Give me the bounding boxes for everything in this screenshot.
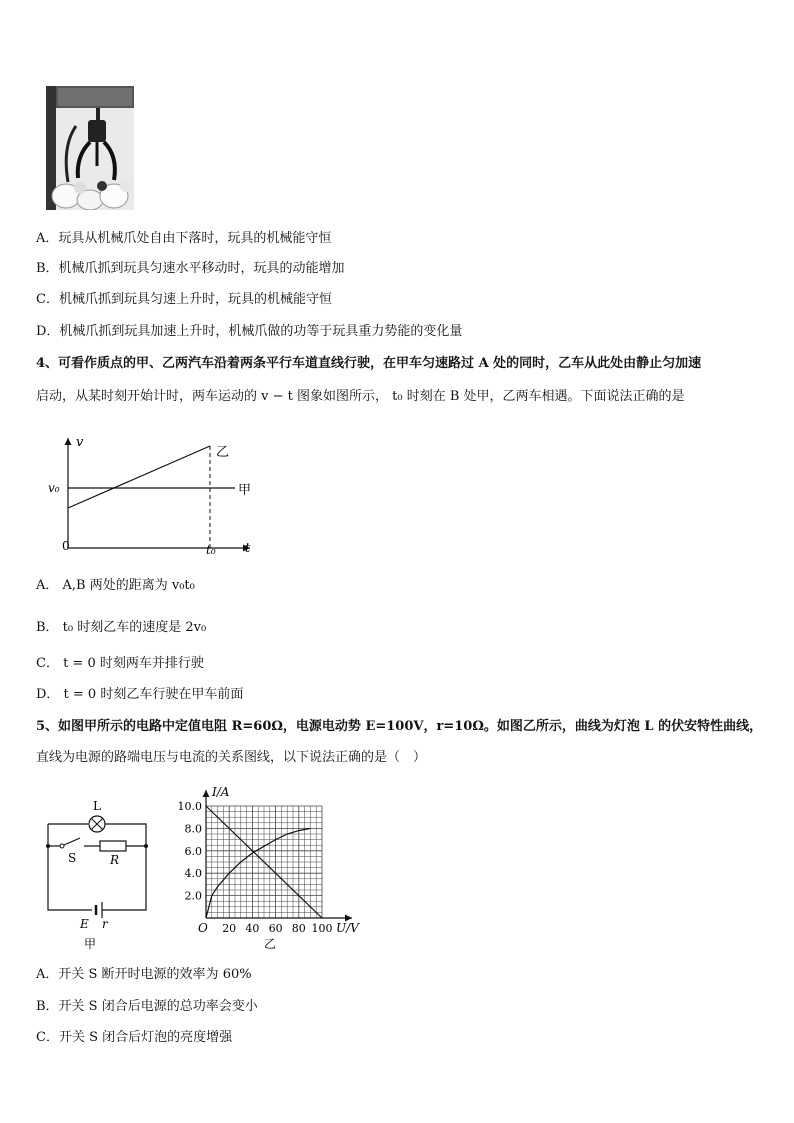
q5-option-c: C．开关 S 闭合后灯泡的亮度增强: [36, 1030, 233, 1045]
claw-machine-photo: [46, 86, 134, 210]
vt-jia-label: 甲: [238, 483, 252, 498]
iu-x-tick: 100: [311, 922, 333, 935]
vt-origin-label: 0: [62, 539, 70, 553]
vt-t-label: t: [245, 541, 251, 556]
q5-stem-line1: 5、如图甲所示的电路中定值电阻 R=60Ω，电源电动势 E=100V，r=10Ω。如图乙所示，曲线为灯泡 L 的伏安特性曲线，: [36, 719, 763, 734]
vt-yi-label: 乙: [216, 445, 230, 460]
q3-option-a: A．玩具从机械爪处自由下落时，玩具的机械能守恒: [36, 231, 332, 246]
emf-label: E: [80, 917, 89, 931]
iu-y-tick: 4.0: [184, 867, 202, 881]
iu-x-tick: 60: [268, 922, 283, 935]
switch-label: S: [68, 851, 77, 865]
vt-t0-label: t₀: [206, 543, 216, 557]
q5-stem-line2: 直线为电源的路端电压与电流的关系图线，以下说法正确的是（ ）: [36, 750, 427, 765]
q4-option-a: A． A,B 两处的距离为 v₀t₀: [36, 578, 195, 593]
q3-option-c: C．机械爪抓到玩具匀速上升时，玩具的机械能守恒: [36, 292, 332, 307]
iu-y-axis-label: I/A: [212, 785, 230, 799]
q4-option-c: C． t = 0 时刻两车并排行驶: [36, 656, 204, 671]
vt-graph: [40, 432, 260, 562]
iu-y-tick: 10.0: [177, 800, 202, 813]
iu-y-tick: 2.0: [184, 889, 202, 903]
iu-x-tick: 40: [245, 922, 260, 935]
q5-option-a: A．开关 S 断开时电源的效率为 60%: [36, 967, 252, 982]
vt-v-label: v: [76, 435, 84, 450]
resistor-symbol: [100, 841, 126, 851]
claw-machine-illustration: [46, 86, 134, 210]
q4-option-b: B． t₀ 时刻乙车的速度是 2v₀: [36, 620, 207, 635]
circuit-caption: 甲: [84, 937, 97, 951]
iu-y-tick: 8.0: [184, 822, 202, 836]
iu-x-axis-label: U/V: [336, 921, 359, 935]
iu-y-tick: 6.0: [184, 844, 202, 858]
iu-caption: 乙: [264, 937, 277, 951]
vt-line-yi: [68, 446, 210, 508]
iu-x-tick: 80: [291, 922, 306, 935]
q4-stem-line2: 启动，从某时刻开始计时，两车运动的 v − t 图象如图所示， t₀ 时刻在 B 处甲，乙两车相遇。下面说法正确的是: [36, 389, 685, 404]
resistor-label: R: [110, 853, 120, 867]
q3-option-b: B．机械爪抓到玩具匀速水平移动时，玩具的动能增加: [36, 261, 345, 276]
switch-symbol: [64, 838, 80, 845]
vt-v0-label: v₀: [48, 481, 60, 495]
q4-stem-line1: 4、可看作质点的甲、乙两汽车沿着两条平行车道直线行驶，在甲车匀速路过 A 处的同时，乙车从此处由静止匀加速: [36, 356, 702, 371]
lamp-label: L: [93, 799, 101, 813]
circuit-diagram: [40, 796, 160, 956]
iu-origin-label: O: [198, 921, 208, 935]
q4-option-d: D． t = 0 时刻乙车行驶在甲车前面: [36, 687, 244, 702]
q5-option-b: B．开关 S 闭合后电源的总功率会变小: [36, 999, 258, 1014]
q3-option-d: D．机械爪抓到玩具加速上升时，机械爪做的功等于玩具重力势能的变化量: [36, 324, 463, 339]
iu-x-tick: 20: [222, 922, 237, 935]
iu-graph: [172, 782, 372, 952]
internal-resistance-label: r: [102, 917, 108, 931]
